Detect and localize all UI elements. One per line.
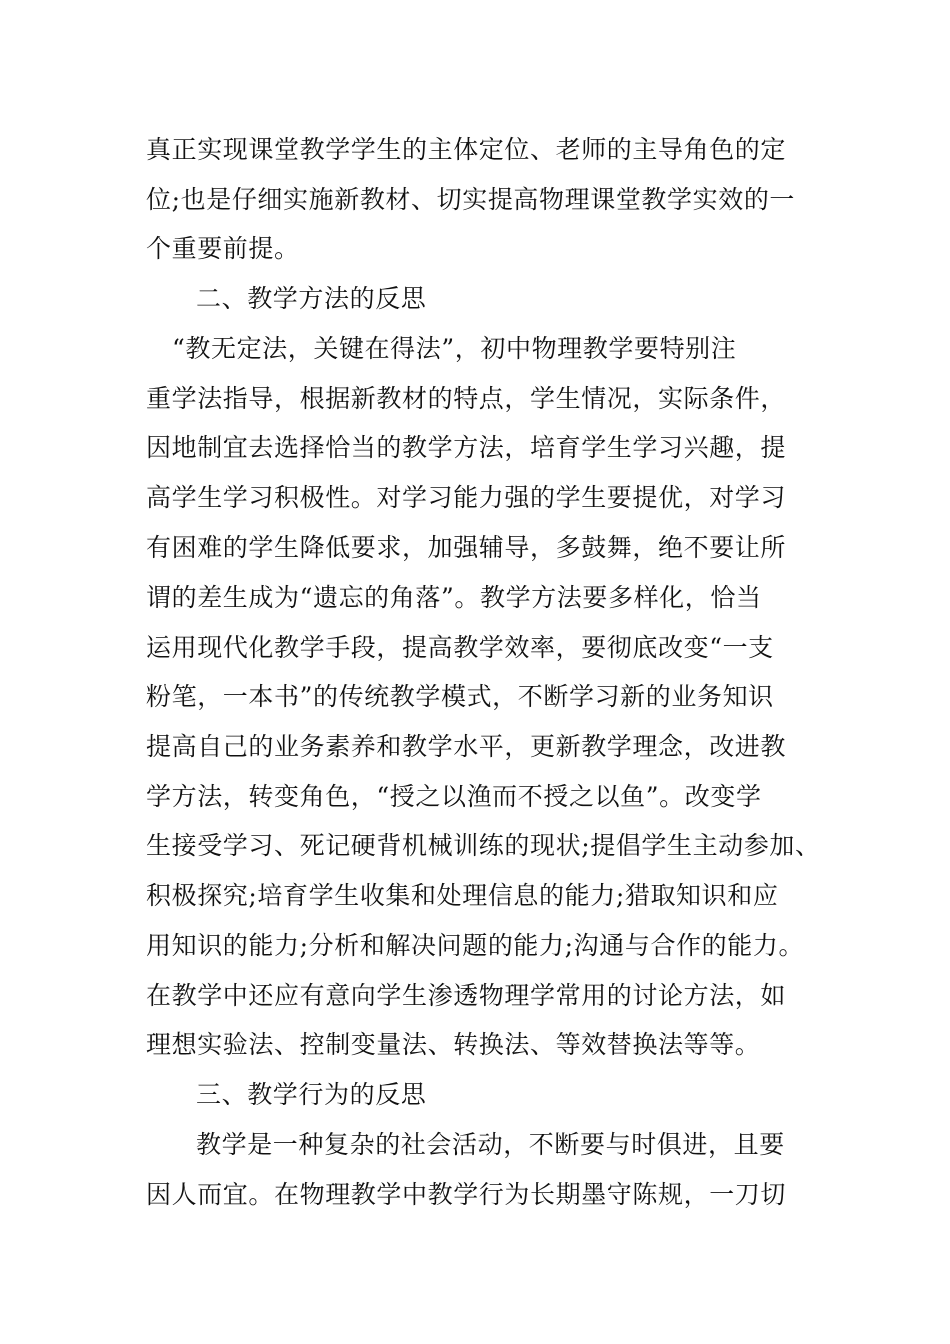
text-line: 因地制宜去选择恰当的教学方法，培育学生学习兴趣，提 (146, 433, 787, 462)
text-line: 谓的差生成为“遗忘的角落”。教学方法要多样化，恰当 (146, 583, 762, 612)
text-line: 个重要前提。 (146, 234, 300, 263)
text-line: 学方法，转变角色，“授之以渔而不授之以鱼”。改变学 (146, 782, 762, 811)
text-line: 提高自己的业务素养和教学水平，更新教学理念，改进教 (146, 732, 787, 761)
text-line: 粉笔，一本书”的传统教学模式，不断学习新的业务知识 (146, 682, 774, 711)
text-line: 运用现代化教学手段，提高教学效率，要彻底改变“一支 (146, 633, 774, 662)
text-line: 因人而宜。在物理教学中教学行为长期墨守陈规，一刀切 (146, 1180, 787, 1209)
text-line: 理想实验法、控制变量法、转换法、等效替换法等等。 (146, 1030, 761, 1059)
section-heading: 二、教学方法的反思 (196, 284, 427, 313)
text-line: 真正实现课堂教学学生的主体定位、老师的主导角色的定 (146, 135, 787, 164)
text-line: 在教学中还应有意向学生渗透物理学常用的讨论方法，如 (146, 981, 787, 1010)
text-line: 生接受学习、死记硬背机械训练的现状;提倡学生主动参加、 (146, 831, 821, 860)
text-line: 位;也是仔细实施新教材、切实提高物理课堂教学实效的一 (146, 185, 796, 214)
text-line: 积极探究;培育学生收集和处理信息的能力;猎取知识和应 (146, 881, 779, 910)
text-line: 用知识的能力;分析和解决问题的能力;沟通与合作的能力。 (146, 931, 805, 960)
section-heading: 三、教学行为的反思 (196, 1080, 427, 1109)
text-line: 教学是一种复杂的社会活动，不断要与时俱进，且要 (196, 1130, 785, 1159)
text-line: 有困难的学生降低要求，加强辅导，多鼓舞，绝不要让所 (146, 533, 787, 562)
text-line: 重学法指导，根据新教材的特点，学生情况，实际条件， (146, 384, 787, 413)
text-line: “教无定法，关键在得法”，初中物理教学要特别注 (172, 334, 737, 363)
text-line: 高学生学习积极性。对学习能力强的学生要提优，对学习 (146, 483, 787, 512)
